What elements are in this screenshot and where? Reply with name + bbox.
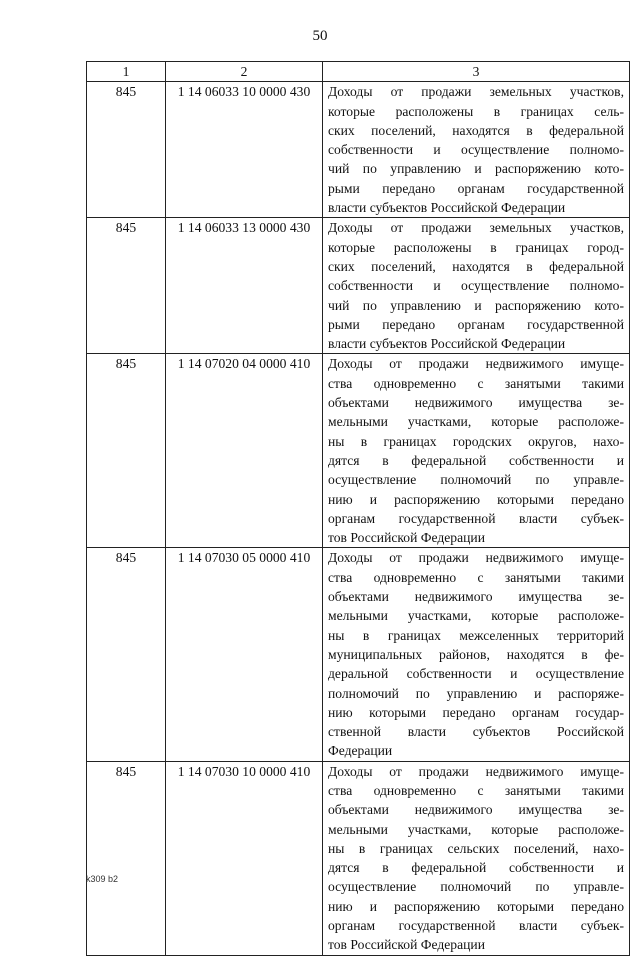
description-line: Доходы от продажи недвижимого имуще- [328, 356, 624, 372]
admin-code-cell: 845 [87, 218, 166, 354]
table-header-row [87, 62, 630, 82]
description-line: рыми передано органам государственной [328, 180, 624, 196]
description-line: Федерации [328, 743, 393, 759]
description-line: Доходы от продажи недвижимого имуще- [328, 763, 624, 779]
description-line: ны в границах городских округов, нахо- [328, 433, 624, 449]
description-line: дятся в федеральной собственности и [328, 452, 624, 468]
budget-classification-code-cell: 1 14 07030 10 0000 410 [166, 761, 323, 955]
description-line: власти субъектов Российской Федерации [328, 200, 566, 216]
description-line: которые расположены в границах сель- [328, 103, 624, 119]
revenue-description-cell [323, 354, 630, 548]
description-line: чий по управлению и распоряжению кото- [328, 297, 624, 313]
revenue-description-cell [323, 218, 630, 354]
admin-code-cell: 845 [87, 82, 166, 218]
description-line: деральной собственности и осуществление [328, 666, 624, 682]
revenue-description-cell [323, 548, 630, 761]
footer-mark: k309 b2 [86, 874, 119, 884]
description-line: ства одновременно с занятыми такими [328, 375, 624, 391]
revenue-description-cell [323, 761, 630, 955]
description-line: дятся в федеральной собственности и [328, 860, 624, 876]
description-line: власти субъектов Российской Федерации [328, 336, 566, 352]
revenue-codes-table [86, 61, 630, 956]
description-line: объектами недвижимого имущества зе- [328, 589, 624, 605]
budget-classification-code-cell: 1 14 06033 10 0000 430 [166, 82, 323, 218]
description-line: органам государственной власти субъек- [328, 918, 624, 934]
budget-classification-code-cell: 1 14 07030 05 0000 410 [166, 548, 323, 761]
description-line: которые расположены в границах город- [328, 239, 624, 255]
description-line: нию которыми передано органам государ- [328, 704, 624, 720]
table-row [87, 354, 630, 548]
revenue-description-cell [323, 82, 630, 218]
description-line: осуществление полномочий по управле- [328, 472, 624, 488]
description-line: тов Российской Федерации [328, 530, 485, 546]
budget-classification-code-cell: 1 14 07020 04 0000 410 [166, 354, 323, 548]
column-header-1: 1 [87, 62, 166, 82]
description-line: ны в границах сельских поселений, нахо- [328, 840, 624, 856]
description-line: ства одновременно с занятыми такими [328, 569, 624, 585]
description-line: органам государственной власти субъек- [328, 510, 624, 526]
description-line: ственной власти субъектов Российской [328, 724, 624, 740]
table-row [87, 548, 630, 761]
description-line: ских поселений, находятся в федеральной [328, 122, 624, 138]
description-line: нию и распоряжению которыми передано [328, 491, 624, 507]
column-header-3: 3 [323, 62, 630, 82]
description-line: Доходы от продажи земельных участков, [328, 84, 624, 100]
column-header-2: 2 [166, 62, 323, 82]
budget-classification-code-cell: 1 14 06033 13 0000 430 [166, 218, 323, 354]
description-line: рыми передано органам государственной [328, 316, 624, 332]
description-line: мельными участками, которые расположе- [328, 414, 624, 430]
table-body [87, 82, 630, 955]
description-line: ских поселений, находятся в федеральной [328, 258, 624, 274]
description-line: мельными участками, которые расположе- [328, 608, 624, 624]
description-line: объектами недвижимого имущества зе- [328, 395, 624, 411]
description-line: ны в границах межселенных территорий [328, 627, 624, 643]
description-line: Доходы от продажи земельных участков, [328, 220, 624, 236]
table-row [87, 218, 630, 354]
description-line: тов Российской Федерации [328, 937, 485, 953]
page-number: 50 [312, 28, 328, 44]
description-line: ства одновременно с занятыми такими [328, 782, 624, 798]
admin-code-cell: 845 [87, 548, 166, 761]
table-row [87, 82, 630, 218]
description-line: чий по управлению и распоряжению кото- [328, 161, 624, 177]
description-line: Доходы от продажи недвижимого имуще- [328, 550, 624, 566]
description-line: муниципальных районов, находятся в фе- [328, 646, 624, 662]
description-line: полномочий по управлению и распоряже- [328, 685, 624, 701]
description-line: объектами недвижимого имущества зе- [328, 802, 624, 818]
admin-code-cell: 845 [87, 354, 166, 548]
description-line: осуществление полномочий по управле- [328, 879, 624, 895]
description-line: нию и распоряжению которыми передано [328, 898, 624, 914]
description-line: мельными участками, которые расположе- [328, 821, 624, 837]
admin-code-cell: 845 [87, 761, 166, 955]
table-row [87, 761, 630, 955]
description-line: собственности и осуществление полномо- [328, 278, 624, 294]
description-line: собственности и осуществление полномо- [328, 142, 624, 158]
